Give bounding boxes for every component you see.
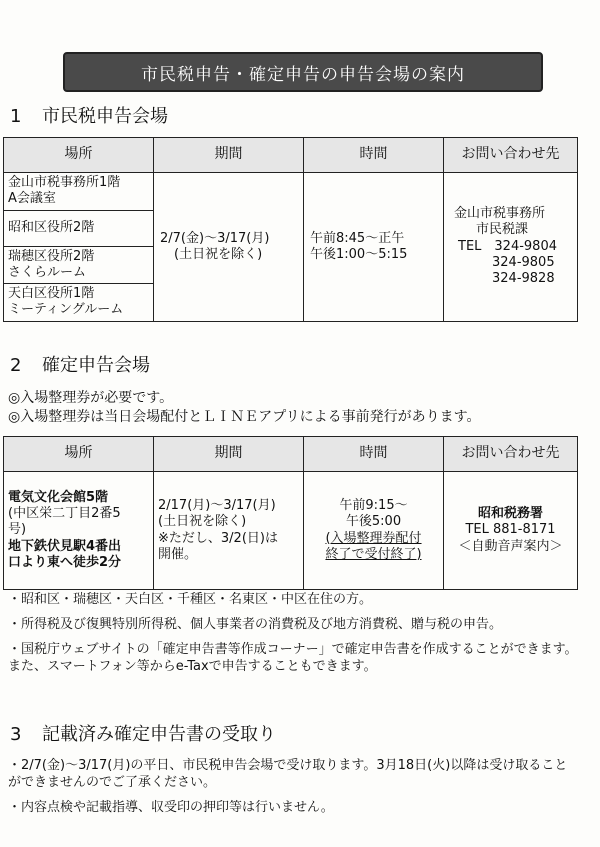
time-line: 終了で受付終了) xyxy=(325,546,422,562)
note-line: ・国税庁ウェブサイトの「確定申告書等作成コーナー」で確定申告書を作成することができます。また、スマートフォン等からe-Taxで申告することもできます。 xyxy=(8,642,578,674)
time-line: (入場整理券配付 xyxy=(325,530,422,546)
section-2-notes xyxy=(8,591,578,675)
notice-line: ◎入場整理券は当日会場配付とＬＩＮＥアプリによる事前発行があります。 xyxy=(8,409,481,425)
period-line: (土日祝を除く) xyxy=(174,246,263,262)
final-tax-venue-table xyxy=(3,436,578,590)
ticket-notice xyxy=(8,389,578,427)
location-cell xyxy=(4,173,154,211)
location-line: 電気文化会館5階 xyxy=(8,489,109,505)
table-header-row xyxy=(4,138,578,173)
contact-line: 金山市税事務所 xyxy=(454,206,546,222)
section-number: 3 xyxy=(10,724,22,745)
time-cell xyxy=(304,472,444,590)
contact-line: 324-9805 xyxy=(492,254,555,270)
location-cell xyxy=(4,284,154,322)
contact-line: 324-9828 xyxy=(492,271,555,287)
section-title-text: 記載済み確定申告書の受取り xyxy=(42,724,276,745)
time-line: 午後1:00～5:15 xyxy=(310,246,408,262)
contact-line: TEL 324-9804 xyxy=(458,238,557,254)
section-1-title xyxy=(10,102,168,128)
header-time: 時間 xyxy=(304,138,444,173)
location-line: さくらルーム xyxy=(8,264,87,280)
location-line: 瑞穂区役所2階 xyxy=(8,248,95,264)
section-3-notes xyxy=(8,757,578,816)
time-line: 午前9:15～ xyxy=(339,498,408,513)
note-line: ・所得税及び復興特別所得税、個人事業者の消費税及び地方消費税、贈与税の申告。 xyxy=(8,617,503,632)
contact-line: 昭和税務署 xyxy=(477,506,543,522)
contact-line: ＜自動音声案内＞ xyxy=(458,538,563,554)
period-line: 2/7(金)～3/17(月) xyxy=(160,230,270,246)
contact-line: 市民税課 xyxy=(476,222,529,238)
municipal-tax-venue-table xyxy=(3,137,578,322)
location-cell: 昭和区役所2階 xyxy=(4,210,154,246)
section-title-text: 市民税申告会場 xyxy=(42,106,168,127)
time-cell xyxy=(304,173,444,322)
location-cell xyxy=(4,246,154,284)
period-line: 開催。 xyxy=(158,546,198,562)
contact-cell xyxy=(444,173,578,322)
table-row xyxy=(4,472,578,590)
section-3-title xyxy=(10,720,276,746)
note-line: ・内容点検や記載指導、収受印の押印等は行いません。 xyxy=(8,800,334,815)
location-line: A会議室 xyxy=(8,191,56,207)
table-header-row xyxy=(4,437,578,472)
section-number: 1 xyxy=(10,106,22,127)
header-location: 場所 xyxy=(4,437,154,472)
contact-line: TEL 881-8171 xyxy=(465,522,556,538)
location-line: 号) xyxy=(8,522,27,538)
period-cell xyxy=(154,472,304,590)
location-cell xyxy=(4,472,154,590)
header-period: 期間 xyxy=(154,138,304,173)
location-line: 金山市税事務所1階 xyxy=(8,175,121,190)
section-title-text: 確定申告会場 xyxy=(42,355,150,376)
header-contact: お問い合わせ先 xyxy=(444,437,578,472)
period-cell xyxy=(154,173,304,322)
section-2-title xyxy=(10,351,150,377)
header-location: 場所 xyxy=(4,138,154,173)
period-line: ※ただし、3/2(日)は xyxy=(158,530,278,546)
header-period: 期間 xyxy=(154,437,304,472)
location-line: 口より東へ徒歩2分 xyxy=(8,554,122,570)
note-line: ・昭和区・瑞穂区・天白区・千種区・名東区・中区在住の方。 xyxy=(8,592,373,607)
table-row xyxy=(4,173,578,211)
time-line: 午後5:00 xyxy=(345,514,402,530)
note-line: ・2/7(金)～3/17(月)の平日、市民税申告会場で受け取ります。3月18日(火)以降は受け取ることができませんのでご了承ください。 xyxy=(8,758,568,790)
notice-line: ◎入場整理券が必要です。 xyxy=(8,390,174,406)
header-time: 時間 xyxy=(304,437,444,472)
page-banner: 市民税申告・確定申告の申告会場の案内 xyxy=(63,52,543,92)
contact-cell xyxy=(444,472,578,590)
time-line: 午前8:45～正午 xyxy=(310,230,405,246)
period-line: (土日祝を除く) xyxy=(158,514,247,530)
location-line: (中区栄二丁目2番5 xyxy=(8,506,121,522)
location-line: 天白区役所1階 xyxy=(8,286,95,301)
location-line: 地下鉄伏見駅4番出 xyxy=(8,538,122,554)
section-number: 2 xyxy=(10,355,22,376)
period-line: 2/17(月)～3/17(月) xyxy=(158,498,276,513)
location-line: ミーティングルーム xyxy=(8,302,124,318)
header-contact: お問い合わせ先 xyxy=(444,138,578,173)
